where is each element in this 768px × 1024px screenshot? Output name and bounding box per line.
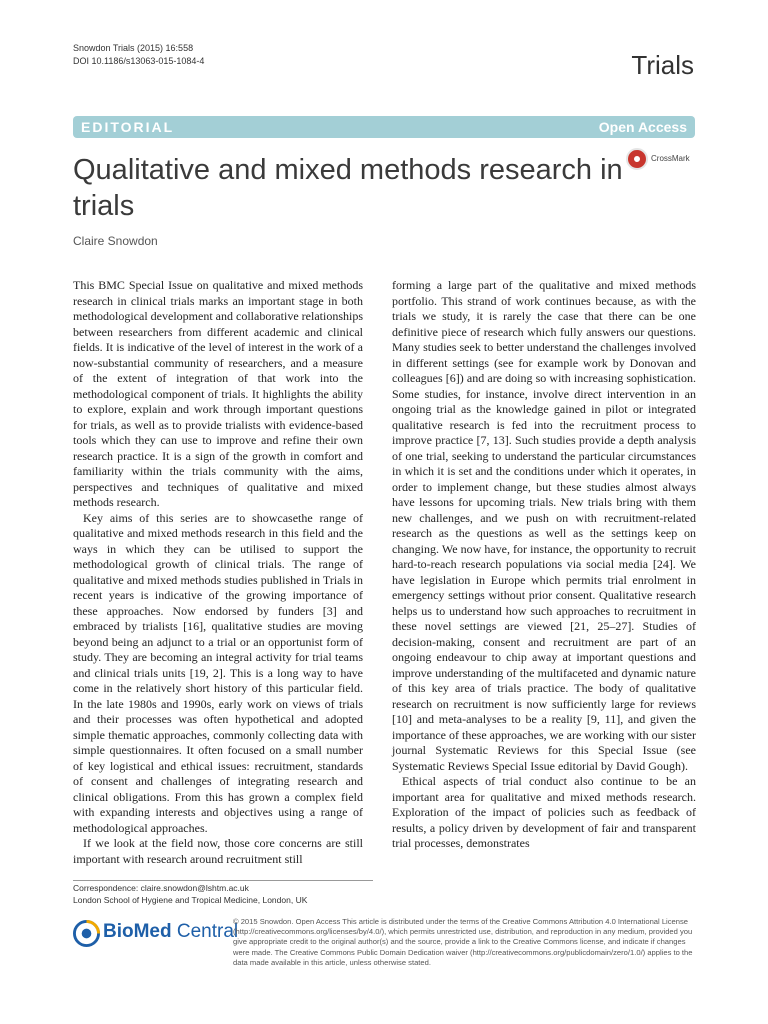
- crossmark-label: CrossMark: [651, 154, 690, 163]
- correspondence-email: Correspondence: claire.snowdon@lshtm.ac.uk: [73, 883, 249, 893]
- paragraph: Ethical aspects of trial conduct also continue to be an important area for qualitative and mixed methods research. Exploration of the impact of policies such as feedback of results, a policy driven by development of fair and transparent trial processes, demonstrates: [392, 774, 696, 850]
- publisher-logo: [73, 918, 239, 950]
- article-type-banner: [73, 116, 695, 138]
- paragraph: This BMC Special Issue on qualitative and mixed methods research in clinical trials marks an important stage in both methodological development and collaborative relationships between researchers from different academic and clinical fields. It is indicative of the level of interest in the work of a now-substantial community of researchers, and a measure of the extent of integration of that work into the methodological component of trials. It highlights the ability to explore, explain and work through important questions for trials, as well as to provide trialists with evidence-based tools which they can use to improve and refine their own research practice. It is a sign of the growth in comfort and familiarity within the trials community with the aims, perspectives and techniques of qualitative and mixed methods research.: [73, 278, 363, 509]
- footnote-divider: [73, 880, 373, 881]
- affiliation: London School of Hygiene and Tropical Medicine, London, UK: [73, 895, 308, 905]
- correspondence-block: [73, 882, 307, 906]
- crossmark-badge[interactable]: [626, 148, 706, 172]
- publisher-name-part: Central: [171, 921, 239, 942]
- publisher-name-part: BioMed: [103, 921, 172, 942]
- journal-name: Trials: [631, 50, 694, 80]
- paragraph: forming a large part of the qualitative and mixed methods portfolio. This strand of work continues because, as with the trials we study, it is rarely the case that there can be one definitive piece of research which fully answers our questions. Many studies seek to better understand the challenges involved in different settings (see for example work by Donovan and colleagues [6]) and are doing so with increasing sophistication. Some studies, for instance, involve direct intervention in an ongoing trial as the knowledge gained in pilot or integrated qualitative research is fed into the recruitment process to improve practice [7, 13]. Such studies provide a depth analysis of one trial, seeking to understand the particular circumstances in which it is set and the conditions under which it operates, in order to implement change, but these studies almost always have lessons for upcoming trials. New trials bring with them new challenges, and we push on with recruitment-related research as the questions as well as the settings keep on changing. We now have, for instance, the opportunity to recruit hard-to-reach research populations via social media [24]. We have legislation in Europe which permits trial enrolment in emergency settings without prior consent. Qualitative research helps us to understand how such approaches to recruitment in these novel settings are viewed [21, 25–27]. Studies of decision-making, consent and recruitment are part of an ongoing endeavour to chip away at important questions and improve understanding of the multifaceted and dynamic nature of this key area of trials practice. The body of qualitative research on recruitment is now sufficiently large for reviews [10] and meta-analyses to be a reality [9, 11], and given the importance of these approaches, we are working with our sister journal Systematic Reviews for this Special Issue (see Systematic Reviews Special Issue editorial by David Gough).: [392, 278, 696, 773]
- publisher-name: [103, 921, 238, 943]
- citation-block: [73, 42, 204, 68]
- body-column-left: [73, 278, 363, 867]
- doi-line: DOI 10.1186/s13063-015-1084-4: [73, 56, 205, 66]
- paragraph: Key aims of this series are to showcasethe range of qualitative and mixed methods research in this field and the ways in which they can be utilised to support the methodological growth of clinical trials. The range of qualitative and mixed methods studies published in Trials in recent years is indicative of the growing importance of these approaches. Now endorsed by funders [3] and embraced by trialists [16], qualitative studies are moving beyond being an adjunct to a trial or an opportunist form of study. They are becoming an integral activity for trial teams and clinical trials units [19, 2]. This is a long way to have come in the relatively short history of this particular field. In the late 1980s and 1990s, early work on views of trials and their processes was often hypothetical and adopted simple thematic approaches, commonly collecting data with simple questionnaires. It often focused on a small number of key logistical and ethical issues: recruitment, standards of consent and challenges of integrating research and clinical obligations. From this has grown a complex field with expanding interests and objectives using a range of methodological approaches.: [73, 510, 363, 835]
- license-text: © 2015 Snowdon. Open Access This article is distributed under the terms of the Creative Commons Attribution 4.0 International License (http://creativecommons.org/licenses/by/4.0/), which permits unrestricted use, distribution, and reproduction in any medium, provided you give appropriate credit to the original author(s) and the source, provide a link to the Creative Commons license, and indicate if changes were made. The Creative Commons Public Domain Dedication waiver (http://creativecommons.org/publicdomain/zero/1.0/) applies to the data made available in this article, unless otherwise stated.: [233, 917, 693, 967]
- article-title: Qualitative and mixed methods research in trials: [73, 154, 623, 222]
- author-name: Claire Snowdon: [73, 234, 158, 248]
- body-column-right: [392, 278, 696, 852]
- article-type-label: EDITORIAL: [81, 119, 175, 135]
- paragraph: If we look at the field now, those core concerns are still important with research around recruitment still: [73, 836, 363, 866]
- citation-line: Snowdon Trials (2015) 16:558: [73, 43, 194, 53]
- crossmark-icon: [626, 148, 648, 170]
- biomed-central-logo-icon: [73, 920, 100, 947]
- open-access-label: Open Access: [598, 119, 687, 135]
